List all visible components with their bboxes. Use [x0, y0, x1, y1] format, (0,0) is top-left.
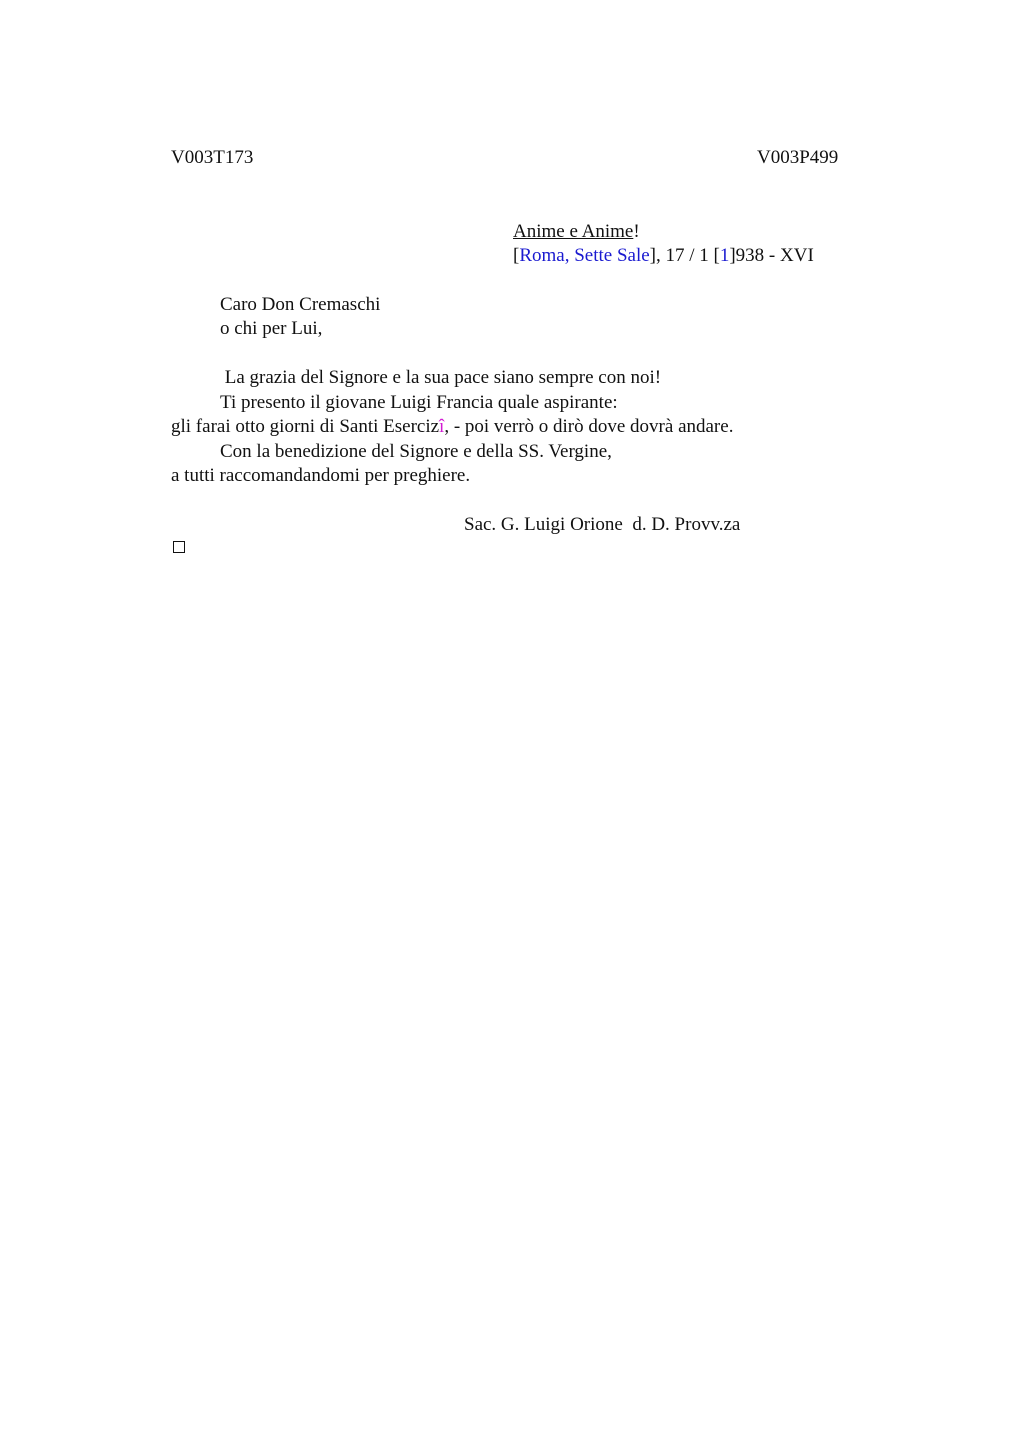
- editorial-accent-mark: î: [439, 416, 445, 437]
- body-line-1: La grazia del Signore e la sua pace siano sempre con noi!: [220, 367, 662, 388]
- end-marker-square: [173, 541, 185, 553]
- letter-title: [513, 220, 640, 244]
- body-line-2: Ti presento il giovane Luigi Francia quale aspirante:: [220, 392, 618, 413]
- body-line-3: [171, 415, 733, 439]
- date-tail: ]938 - XVI: [729, 245, 814, 266]
- letter-title-underlined: Anime e Anime: [513, 221, 634, 242]
- body-line-4: Con la benedizione del Signore e della SS. Vergine,: [220, 441, 612, 462]
- document-code-right: V003P499: [757, 147, 839, 168]
- body-line-5: a tutti raccomandandomi per preghiere.: [171, 465, 471, 486]
- salutation-line-2: o chi per Lui,: [220, 318, 323, 339]
- document-code-left: V003T173: [171, 147, 254, 168]
- body-line-3-part-a: gli farai otto giorni di Santi Esercizî: [171, 416, 445, 437]
- letter-title-suffix: !: [633, 221, 640, 242]
- letter-place-date: [513, 244, 814, 268]
- salutation-line-1: Caro Don Cremaschi: [220, 294, 381, 315]
- date-open-bracket: [: [513, 245, 520, 266]
- body-line-3-part-b: , - poi verrò o dirò dove dovrà andare.: [444, 416, 734, 437]
- date-bracket-digit: 1: [719, 245, 730, 266]
- letter-place: Roma, Sette Sale: [519, 245, 650, 266]
- signature: Sac. G. Luigi Orione d. D. Provv.za: [464, 514, 741, 535]
- date-mid: ], 17 / 1 [: [649, 245, 720, 266]
